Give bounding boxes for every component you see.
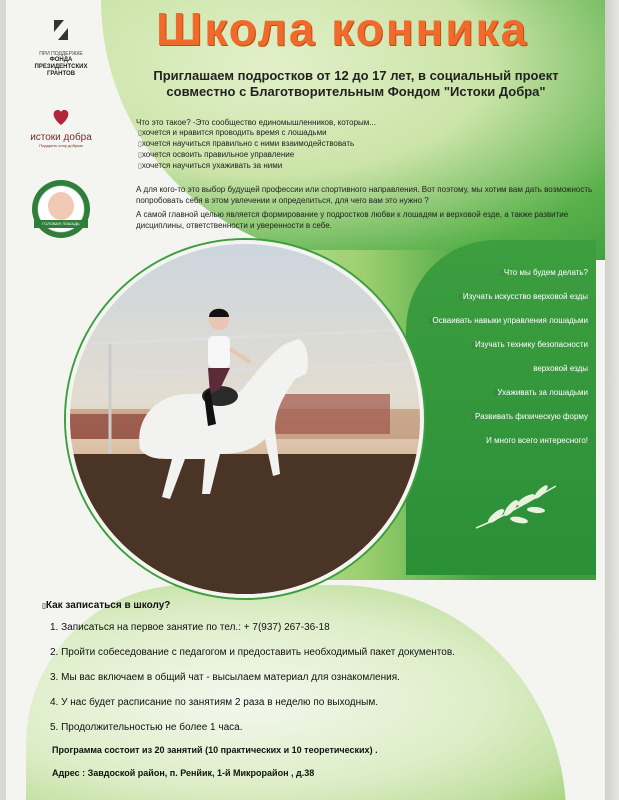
offer-item <box>418 268 588 292</box>
subtitle-line-2: совместно с Благотворительным Фондом "Истоки Добра" <box>166 84 546 99</box>
offer-item <box>418 388 588 412</box>
intro-item-text: хочется и нравится проводить время с лошадьми <box>141 128 327 137</box>
checkbox-icon: ▯ <box>138 152 142 159</box>
checkbox-icon: ▯ <box>138 141 142 148</box>
offer-item-text: Что мы будем делать? <box>503 268 588 277</box>
grants-line-2: ПРЕЗИДЕНТСКИХ <box>34 64 88 70</box>
intro-item <box>136 139 456 150</box>
intro-item-text: хочется освоить правильное управление <box>141 150 295 159</box>
offer-item-text: Изучать искусство верховой езды <box>462 292 588 301</box>
subtitle <box>116 68 596 100</box>
offer-item <box>418 436 588 460</box>
checkbox-icon: ▯ <box>471 342 476 349</box>
checkbox-icon: ▯ <box>459 294 463 301</box>
offer-item-text: Изучать технику безопасности <box>475 340 588 349</box>
checkbox-icon: ▯ <box>500 270 504 277</box>
grants-logo-icon <box>50 18 72 42</box>
program-info: Программа состоит из 20 занятий (10 практических и 10 теоретических) . <box>52 745 378 755</box>
checkbox-icon: ▯ <box>471 414 475 421</box>
club-logo <box>18 180 104 238</box>
howto-title-text: Как записаться в школу? <box>45 600 171 611</box>
club-band-text: ГОЛОВАЯ ЛОШАДЬ <box>34 220 88 228</box>
intro-block <box>136 118 456 172</box>
signup-steps <box>50 622 570 747</box>
club-emblem-center <box>48 192 74 220</box>
step-item: 2. Пройти собеседование с педагогом и предоставить необходимый пакет документов. <box>50 647 455 658</box>
heart-icon <box>50 105 72 127</box>
paragraph-goal: А самой главной целью является формирование у подростков любви к лошадям и верховой езде, а также развитие дисциплины, ответственности и уверенности в себе. <box>136 210 569 230</box>
istoki-tag: Подарить силу добрым <box>39 143 83 148</box>
offer-item <box>418 364 588 388</box>
checkbox-icon: ▯ <box>138 130 142 137</box>
olive-branch-icon <box>471 478 561 538</box>
checkbox-icon: ▯ <box>138 163 142 170</box>
istoki-dobra-logo <box>18 105 104 148</box>
offer-item <box>418 340 588 364</box>
step-item: 1. Записаться на первое занятие по тел.: + 7(937) 267-36-18 <box>50 622 330 633</box>
checkbox-icon: ▯ <box>493 390 498 397</box>
grants-line-1: ФОНДА <box>49 57 73 63</box>
address: Адрес : Завдоской район, п. Ренйик, 1-й Микрорайон , д.38 <box>52 768 315 778</box>
background-strip <box>605 0 619 800</box>
offer-item <box>418 316 588 340</box>
flyer <box>6 0 606 800</box>
intro-item <box>136 128 456 139</box>
offer-item <box>418 412 588 436</box>
intro-question: Что это такое? -Это сообщество единомышленников, которым... <box>136 118 376 127</box>
intro-item <box>136 150 456 161</box>
intro-item-text: хочется научиться правильно с ними взаимодействовать <box>141 139 355 148</box>
step-item: 4. У нас будет расписание по занятиям 2 раза в неделю по выходным. <box>50 697 379 708</box>
offer-item-text: И много всего интересного! <box>486 436 588 445</box>
page-title: Школа конника <box>156 3 529 55</box>
intro-item-text: хочется научиться ухаживать за ними <box>141 161 283 170</box>
offer-item-text: Осваивать навыки управления лошадьми <box>432 316 588 325</box>
offer-item <box>418 292 588 316</box>
grants-line-3: ГРАНТОВ <box>46 71 76 77</box>
offer-item-text: верховой езды <box>533 364 588 373</box>
rider-photo <box>66 240 424 598</box>
checkbox-icon: ▯ <box>428 318 433 325</box>
subtitle-line-1: Приглашаем подростков от 12 до 17 лет, в социальный проект <box>153 68 559 83</box>
horse-rider-illustration <box>70 244 420 594</box>
what-we-do-list <box>418 268 588 460</box>
step-item: 3. Мы вас включаем в общий чат - высылаем материал для ознакомления. <box>50 672 400 683</box>
istoki-name: истоки добра <box>30 132 92 143</box>
step-item: 5. Продолжительностью не более 1 часа. <box>50 722 243 733</box>
checkbox-icon: ▯ <box>42 603 46 610</box>
offer-item-text: Развивать физическую форму <box>475 412 588 421</box>
paragraph-profession: А для кого-то это выбор будущей профессии или спортивного направления. Вот поэтому, мы хотим вам дать возможность попробовать себя в этом увлечении и определиться, для чего вам это нужно ? <box>136 185 593 205</box>
howto-title <box>42 600 170 611</box>
presidential-grants-logo <box>18 18 104 78</box>
offer-item-text: Ухаживать за лошадьми <box>497 388 588 397</box>
intro-item <box>136 161 456 172</box>
club-emblem-icon <box>32 180 90 238</box>
grants-top-text: ПРИ ПОДДЕРЖКЕ <box>39 51 83 57</box>
